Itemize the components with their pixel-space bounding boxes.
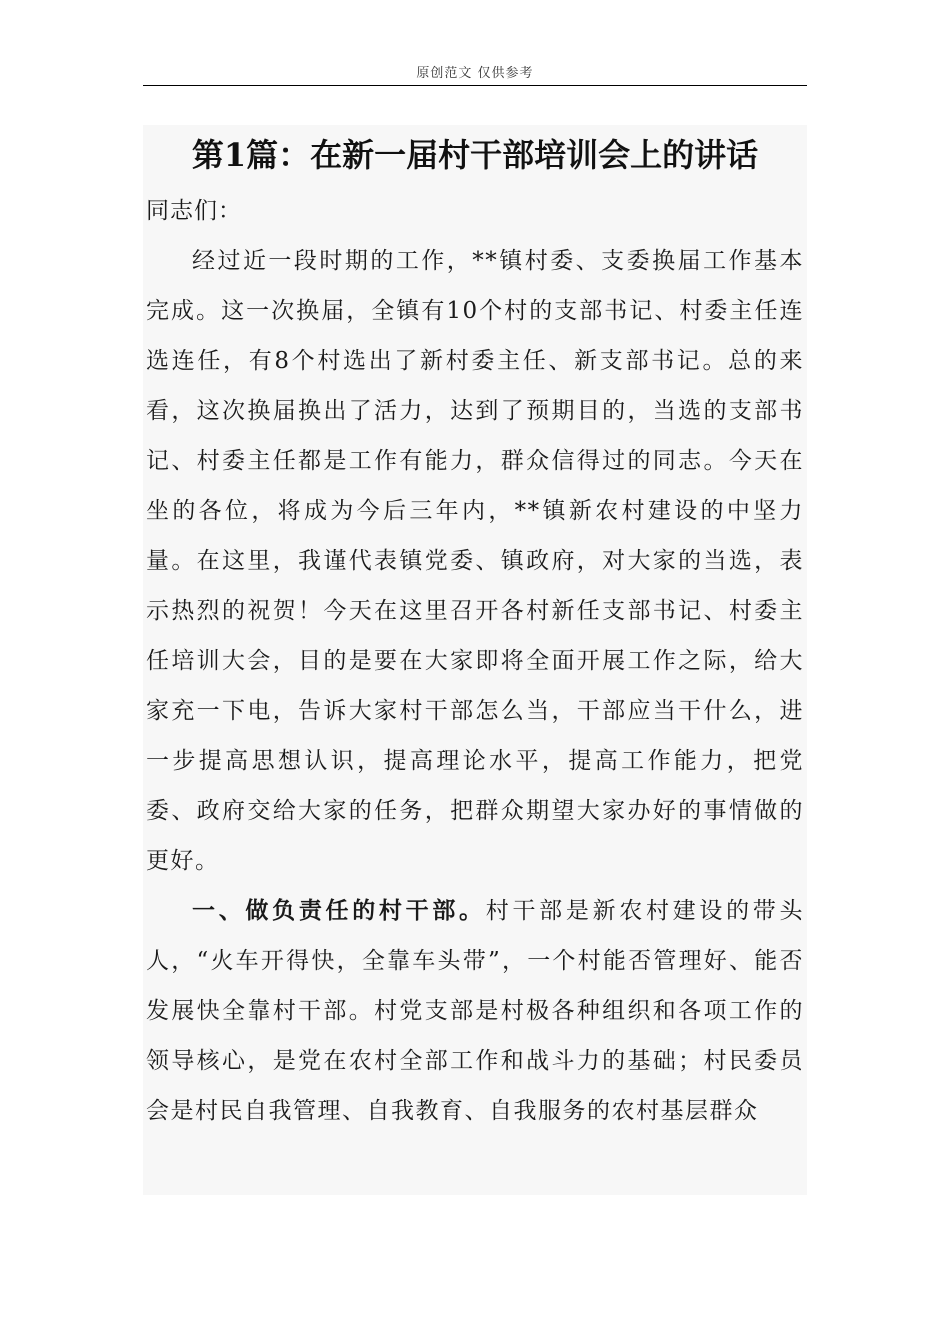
header-rule: [143, 85, 807, 86]
document-title: 第1篇：在新一届村干部培训会上的讲话: [191, 136, 759, 174]
paragraph-2: [146, 886, 804, 1136]
page-header: 原创范文 仅供参考: [416, 66, 534, 81]
paragraph-1: 经过近一段时期的工作，**镇村委、支委换届工作基本完成。这一次换届，全镇有10个村的支部书记、村委主任连选连任，有8个村选出了新村委主任、新支部书记。总的来看，这次换届换出了活力，达到了预期目的，当选的支部书记、村委主任都是工作有能力，群众信得过的同志。今天在坐的各位，将成为今后三年内，**镇新农村建设的中坚力量。在这里，我谨代表镇党委、镇政府，对大家的当选，表示热烈的祝贺！今天在这里召开各村新任支部书记、村委主任培训大会，目的是要在大家即将全面开展工作之际，给大家充一下电，告诉大家村干部怎么当，干部应当干什么，进一步提高思想认识，提高理论水平，提高工作能力，把党委、政府交给大家的任务，把群众期望大家办好的事情做的更好。: [146, 248, 804, 874]
salutation: 同志们：: [146, 198, 242, 224]
section-1-heading: 一、做负责任的村干部。: [192, 897, 486, 924]
section-1-body: 村干部是新农村建设的带头人，“火车开得快，全靠车头带”，一个村能否管理好、能否发展快全靠村干部。村党支部是村极各种组织和各项工作的领导核心，是党在农村全部工作和战斗力的基础；村民委员会是村民自我管理、自我教育、自我服务的农村基层群众: [146, 898, 804, 1124]
document-body: [143, 125, 807, 1195]
